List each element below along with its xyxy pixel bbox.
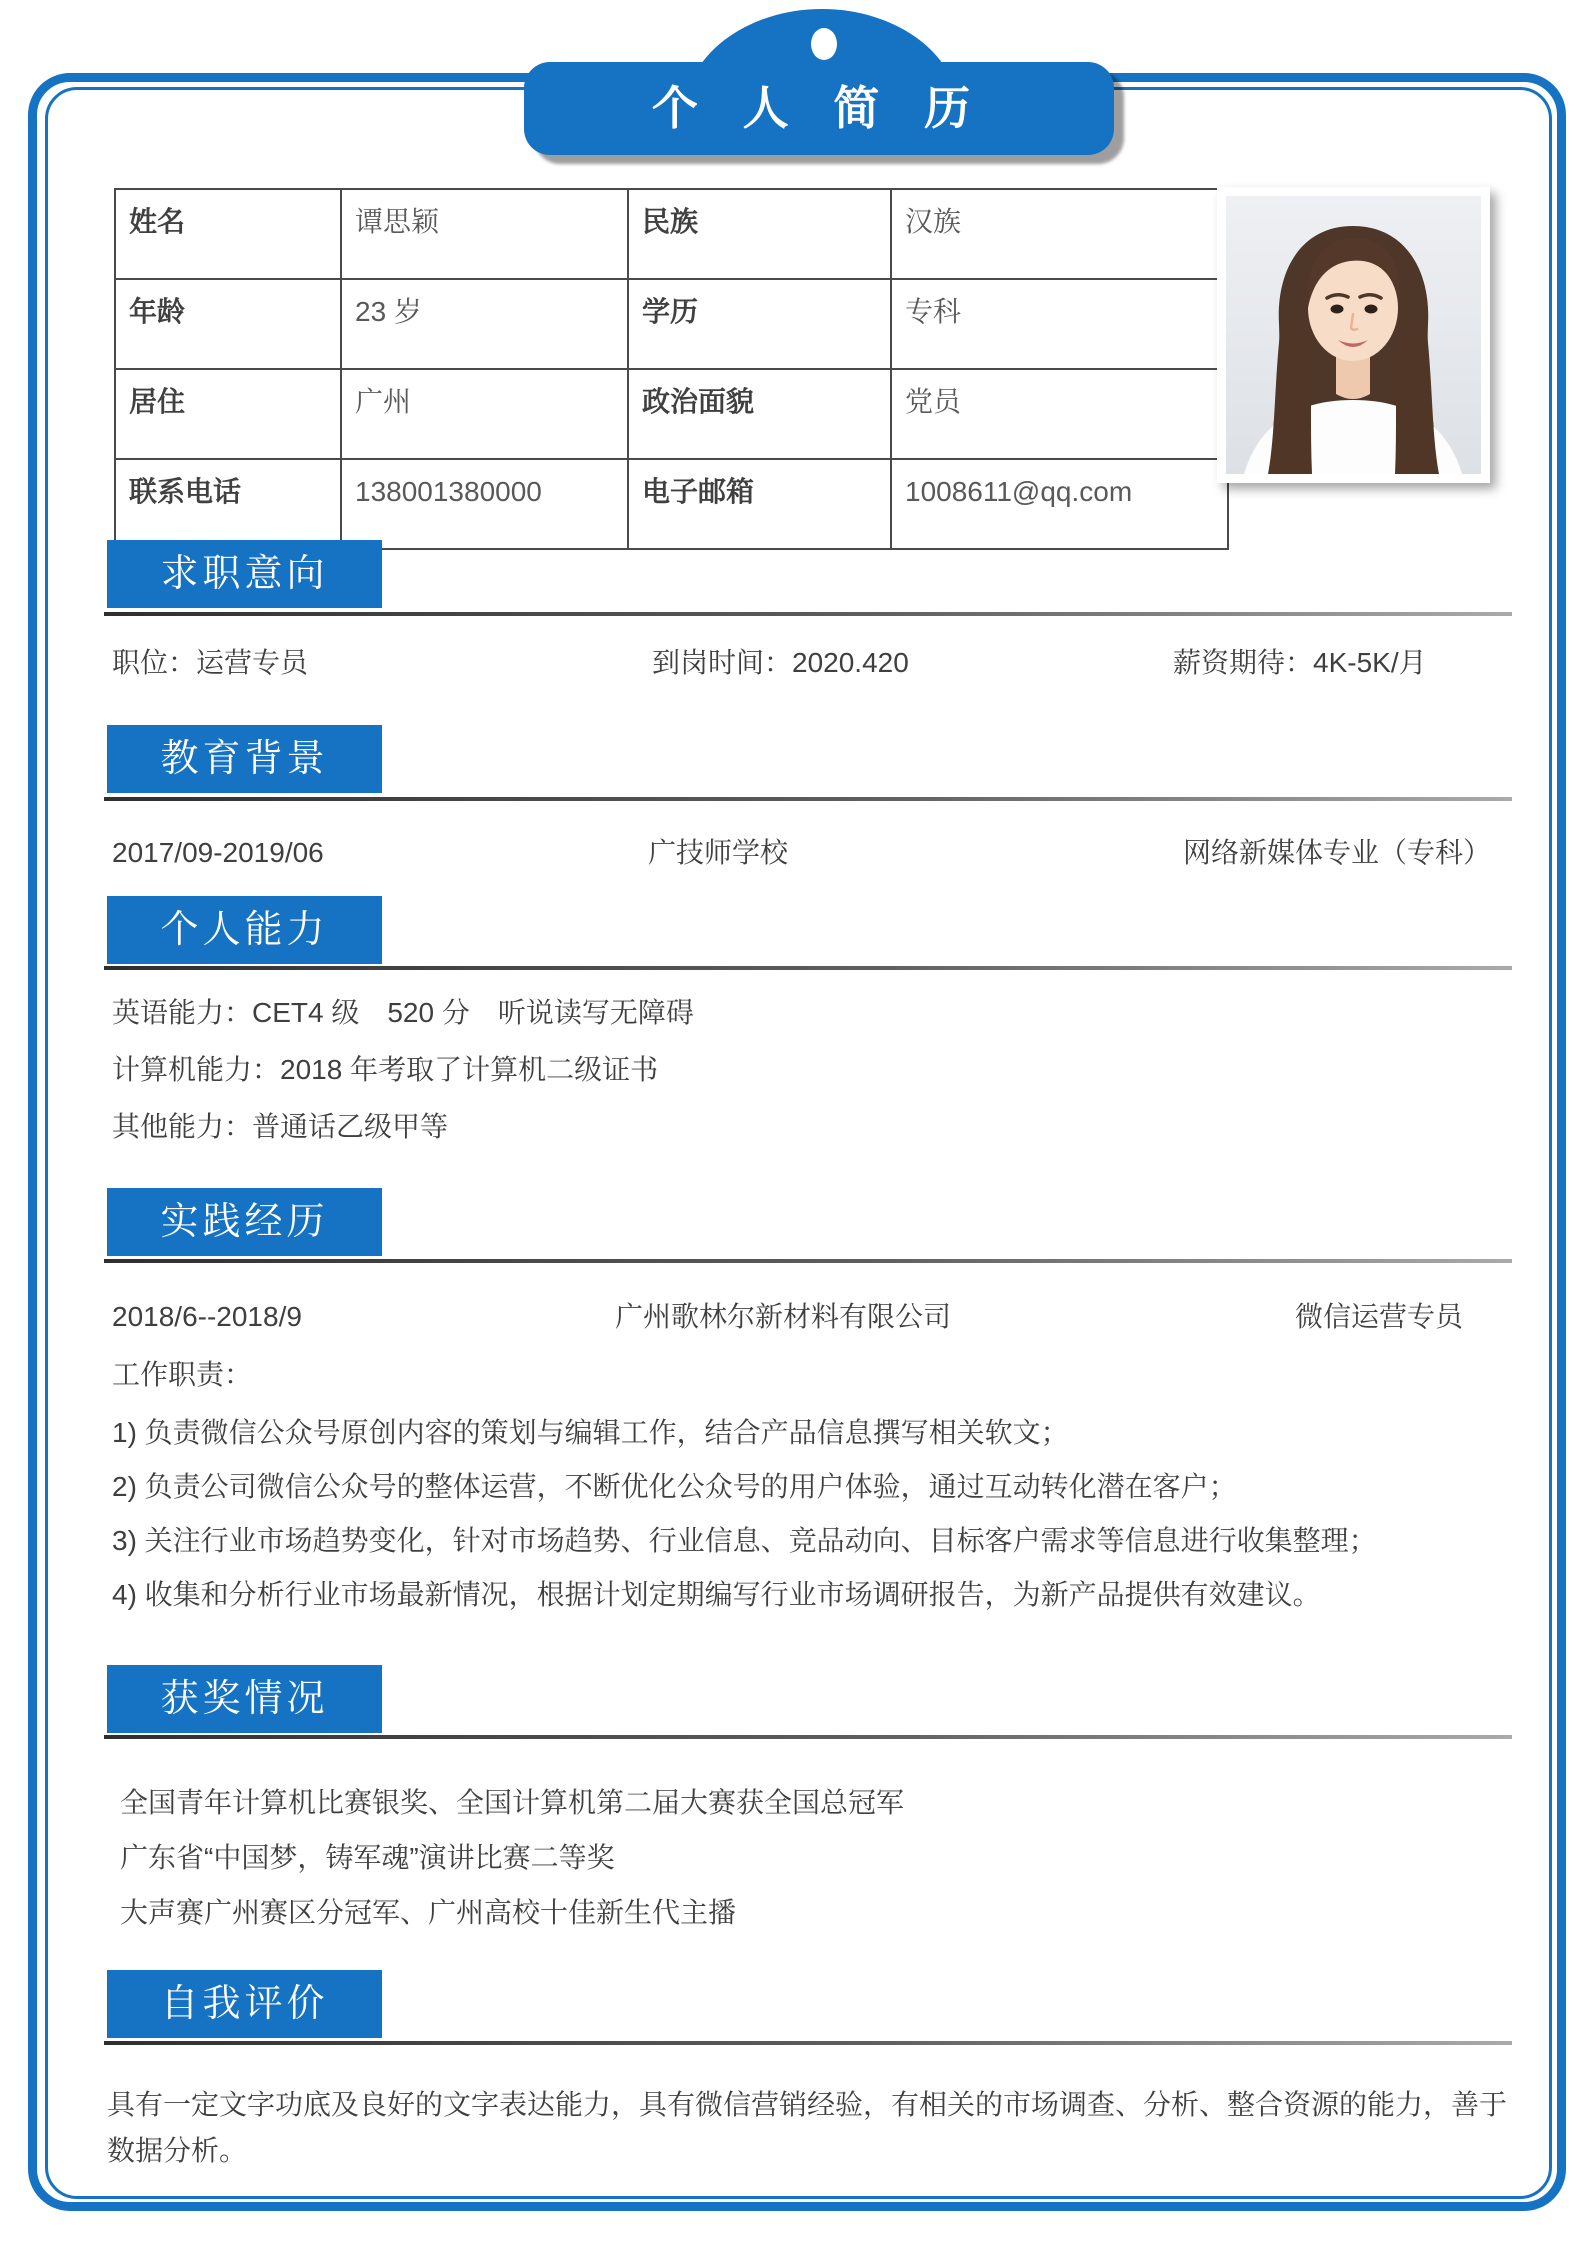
info-label-ethnicity: 民族 [628,189,891,279]
practice-duty-item: 3) 关注行业市场趋势变化，针对市场趋势、行业信息、竞品动向、目标客户需求等信息进行收集整理； [112,1525,1377,1556]
practice-duty-item: 1) 负责微信公众号原创内容的策划与编辑工作，结合产品信息撰写相关软文； [112,1417,1069,1448]
info-label-phone: 联系电话 [115,459,341,549]
practice-duty-label: 工作职责： [112,1359,253,1390]
info-value-name: 谭思颖 [341,189,628,279]
practice-duty-item: 4) 收集和分析行业市场最新情况，根据计划定期编写行业市场调研报告，为新产品提供有效建议。 [112,1579,1321,1610]
section-divider [104,966,1512,970]
section-title: 自我评价 [160,1983,329,2025]
section-header-intent [107,540,382,608]
section-header-ability [107,896,382,964]
info-value-phone: 138001380000 [341,459,628,549]
info-label-name: 姓名 [115,189,341,279]
ability-other: 其他能力：普通话乙级甲等 [112,1111,449,1142]
intent-salary: 薪资期待：4K-5K/月 [1173,647,1427,678]
info-value-residence: 广州 [341,369,628,459]
section-title: 求职意向 [160,553,329,595]
section-divider [104,797,1512,801]
table-row [115,279,1228,369]
info-value-political: 党员 [891,369,1228,459]
section-divider [104,2041,1512,2045]
practice-period: 2018/6--2018/9 [112,1301,302,1332]
info-value-email: 1008611@qq.com [891,459,1228,549]
section-title: 个人能力 [160,909,329,951]
intent-position: 职位：运营专员 [112,647,309,678]
section-header-self-eval [107,1970,382,2038]
section-header-awards [107,1665,382,1733]
personal-info-table [114,188,1229,550]
section-header-practice [107,1188,382,1256]
award-item: 大声赛广州赛区分冠军、广州高校十佳新生代主播 [120,1897,737,1928]
id-photo [1217,187,1490,483]
section-title: 教育背景 [160,738,329,780]
practice-company: 广州歌林尔新材料有限公司 [615,1301,952,1332]
practice-duty-item: 2) 负责公司微信公众号的整体运营，不断优化公众号的用户体验，通过互动转化潜在客户； [112,1471,1237,1502]
info-value-ethnicity: 汉族 [891,189,1228,279]
info-label-age: 年龄 [115,279,341,369]
education-major: 网络新媒体专业（专科） [1183,837,1492,868]
portrait-illustration [1226,196,1481,474]
education-period: 2017/09-2019/06 [112,837,324,868]
ability-computer: 计算机能力：2018 年考取了计算机二级证书 [112,1054,659,1085]
info-label-email: 电子邮箱 [628,459,891,549]
education-school: 广技师学校 [648,837,789,868]
info-value-age: 23 岁 [341,279,628,369]
intent-start-date: 到岗时间：2020.420 [652,647,909,678]
self-eval-text: 具有一定文字功底及良好的文字表达能力，具有微信营销经验，有相关的市场调查、分析、整合资源的能力，善于数据分析。 [107,2089,1508,2166]
section-title: 获奖情况 [160,1678,329,1720]
info-label-political: 政治面貌 [628,369,891,459]
table-row [115,189,1228,279]
info-label-residence: 居住 [115,369,341,459]
section-title: 实践经历 [160,1201,329,1243]
award-item: 全国青年计算机比赛银奖、全国计算机第二届大赛获全国总冠军 [120,1787,905,1818]
table-row [115,459,1228,549]
title-banner [524,62,1114,155]
ability-english: 英语能力：CET4 级 520 分 听说读写无障碍 [112,997,694,1028]
clip-hole-icon [811,28,837,60]
practice-role: 微信运营专员 [1295,1301,1464,1332]
section-divider [104,1735,1512,1739]
info-value-degree: 专科 [891,279,1228,369]
table-row [115,369,1228,459]
section-divider [104,612,1512,616]
award-item: 广东省“中国梦，铸军魂”演讲比赛二等奖 [120,1842,615,1873]
section-divider [104,1259,1512,1263]
page-title: 个 人 简 历 [651,82,987,134]
section-header-education [107,725,382,793]
info-label-degree: 学历 [628,279,891,369]
